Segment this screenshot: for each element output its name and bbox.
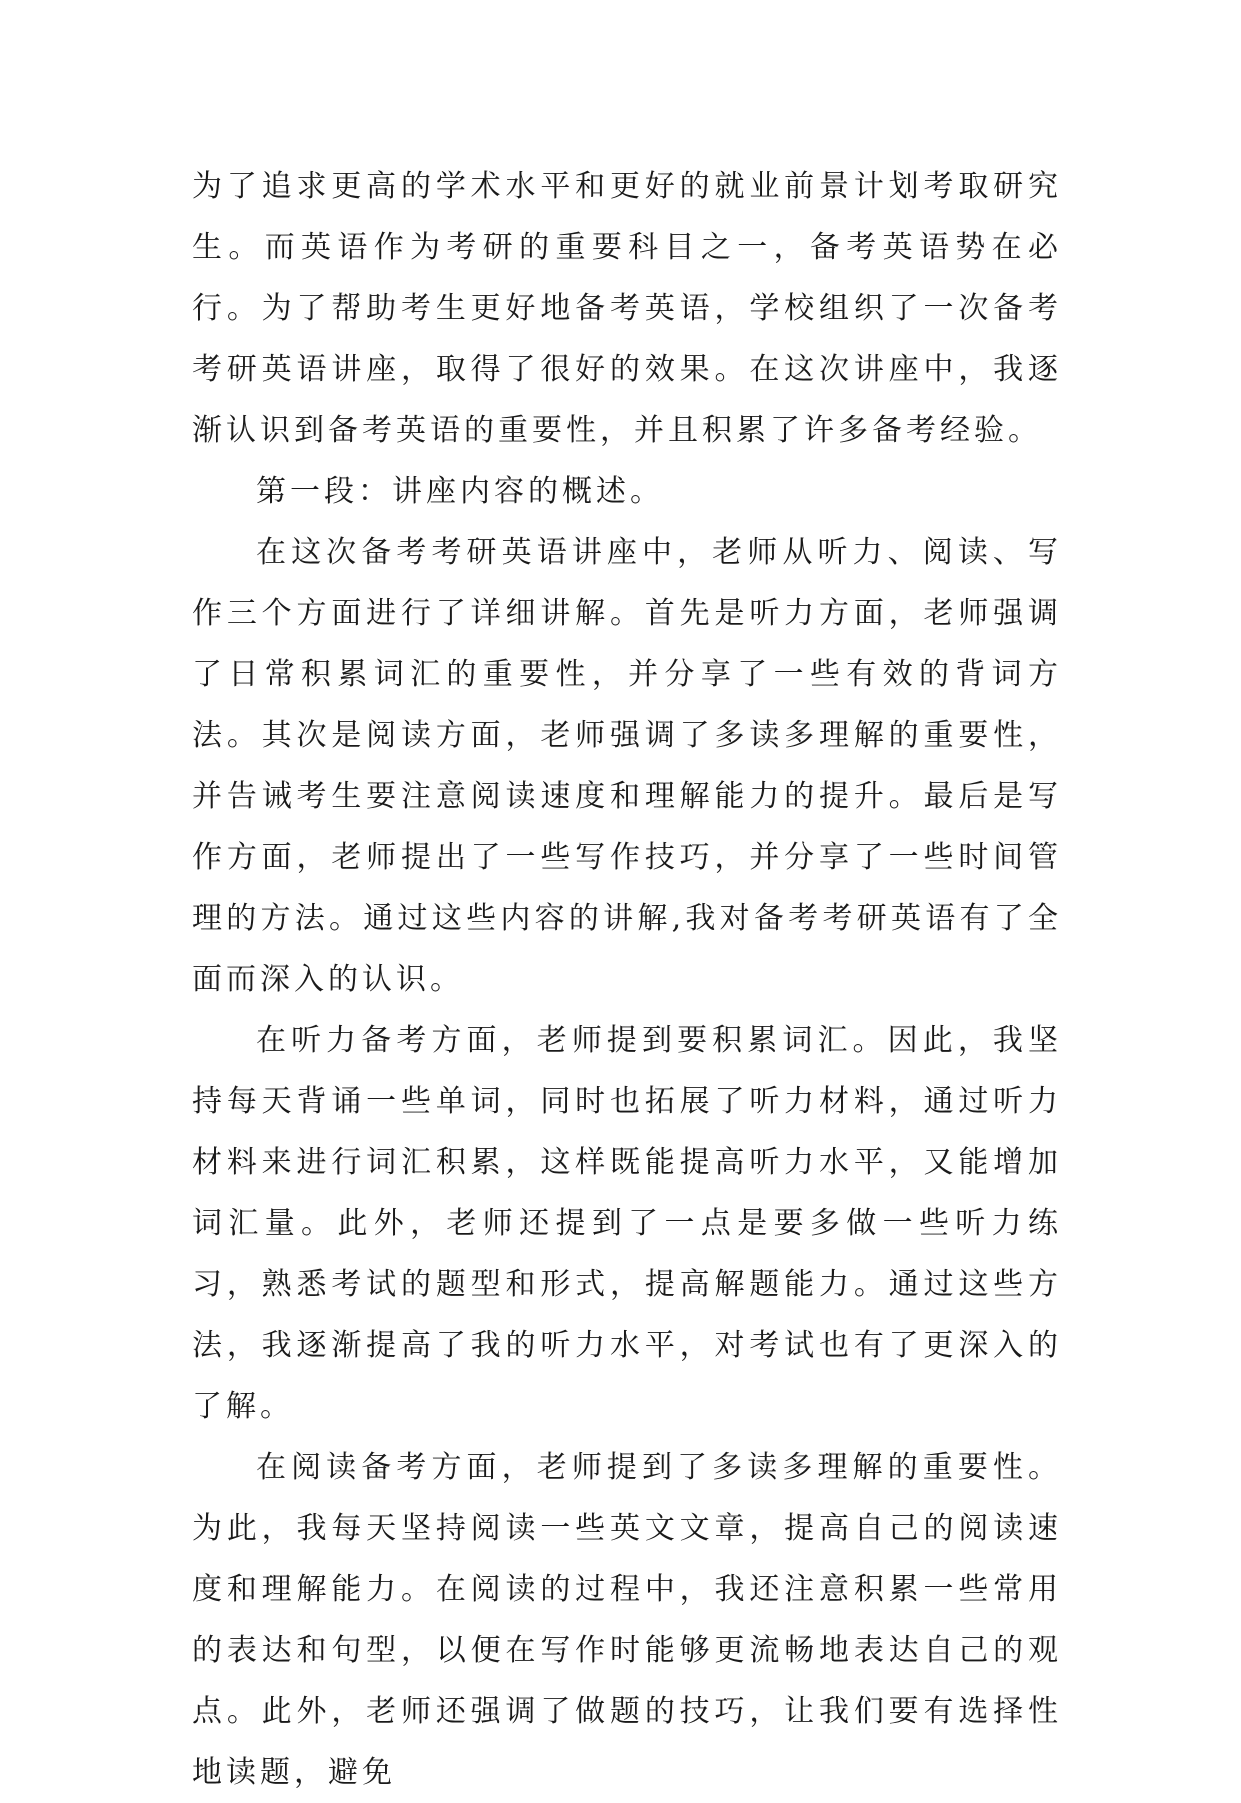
paragraph-section-heading: 第一段：讲座内容的概述。 (256, 474, 664, 509)
paragraph-listening: 在听力备考方面，老师提到要积累词汇。因此，我坚持每天背诵一些单词，同时也拓展了听力材料，通过听力材料来进行词汇积累，这样既能提高听力水平，又能增加词汇量。此外，老师还提到了一点是要多做一些听力练习，熟悉考试的题型和形式，提高解题能力。通过这些方法，我逐渐提高了我的听力水平，对考试也有了更深入的了解。 (192, 1023, 1062, 1424)
document-body (192, 156, 1062, 1803)
paragraph-lecture-overview: 在这次备考考研英语讲座中，老师从听力、阅读、写作三个方面进行了详细讲解。首先是听力方面，老师强调了日常积累词汇的重要性，并分享了一些有效的背词方法。其次是阅读方面，老师强调了多读多理解的重要性，并告诫考生要注意阅读速度和理解能力的提升。最后是写作方面，老师提出了一些写作技巧，并分享了一些时间管理的方法。通过这些内容的讲解,我对备考考研英语有了全面而深入的认识。 (192, 535, 1062, 997)
paragraph-reading: 在阅读备考方面，老师提到了多读多理解的重要性。为此，我每天坚持阅读一些英文文章，提高自己的阅读速度和理解能力。在阅读的过程中，我还注意积累一些常用的表达和句型，以便在写作时能够更流畅地表达自己的观点。此外，老师还强调了做题的技巧，让我们要有选择性地读题，避免 (192, 1450, 1062, 1790)
paragraph-intro: 为了追求更高的学术水平和更好的就业前景计划考取研究生。而英语作为考研的重要科目之一，备考英语势在必行。为了帮助考生更好地备考英语，学校组织了一次备考考研英语讲座，取得了很好的效果。在这次讲座中，我逐渐认识到备考英语的重要性，并且积累了许多备考经验。 (192, 169, 1062, 448)
